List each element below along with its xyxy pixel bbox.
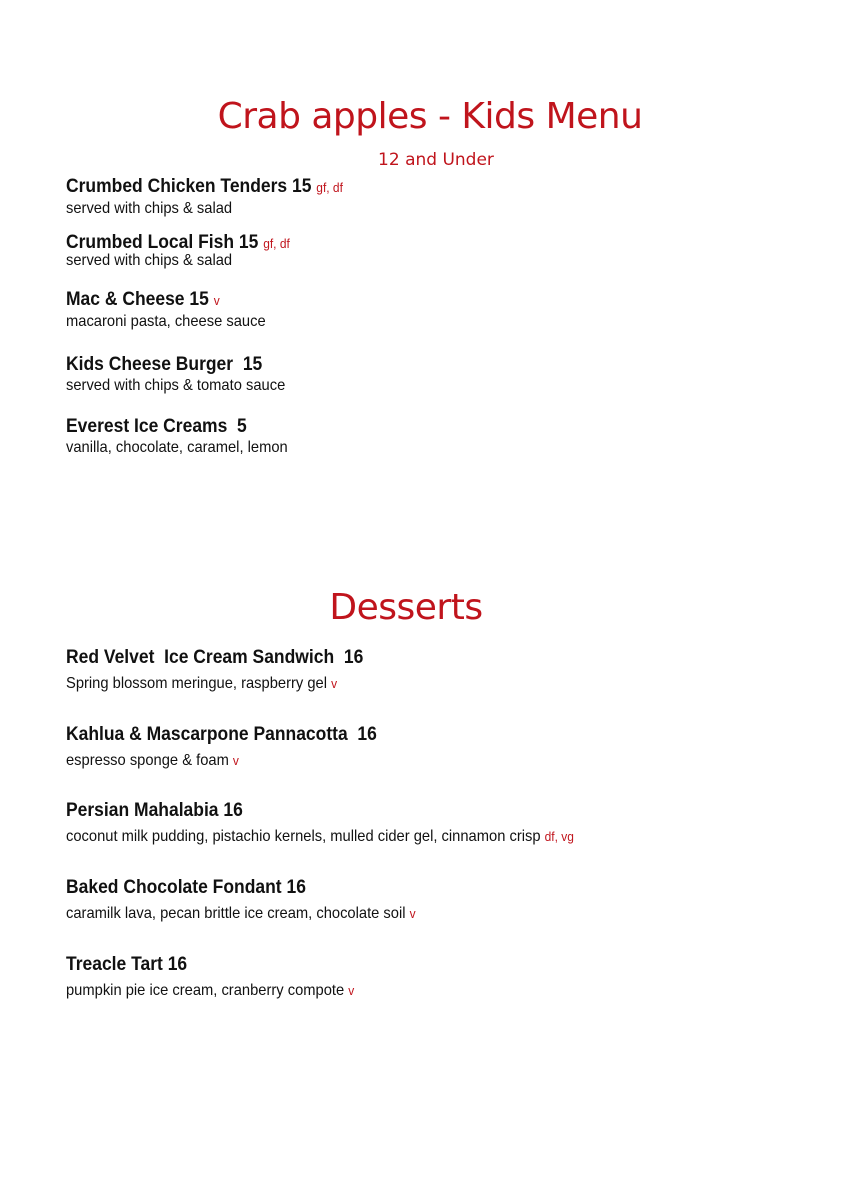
item-description: Spring blossom meringue, raspberry gel	[66, 675, 327, 692]
item-title-line	[66, 647, 747, 669]
item-name: Persian Mahalabia	[66, 800, 219, 821]
item-name: Crumbed Local Fish	[66, 232, 235, 253]
dessert-item	[66, 877, 806, 924]
item-price: 16	[223, 800, 243, 821]
dessert-item	[66, 954, 806, 1001]
item-name: Kahlua & Mascarpone Pannacotta	[66, 724, 353, 745]
item-name: Kids Cheese Burger	[66, 354, 238, 375]
kids-menu-item	[66, 416, 806, 458]
dessert-item	[66, 800, 806, 847]
dietary-tags: v	[331, 676, 338, 691]
item-description: caramilk lava, pecan brittle ice cream, chocolate soil	[66, 905, 406, 922]
item-description: served with chips & tomato sauce	[66, 377, 286, 394]
dietary-tags: v	[213, 293, 220, 308]
item-name: Crumbed Chicken Tenders	[66, 176, 288, 197]
kids-menu-item	[66, 289, 806, 332]
kids-menu-item	[66, 232, 806, 271]
item-title-line	[66, 354, 747, 376]
item-price: 16	[167, 954, 188, 975]
item-title-line	[66, 800, 747, 822]
item-price: 15	[238, 232, 259, 253]
dessert-item	[66, 724, 806, 771]
item-description: vanilla, chocolate, caramel, lemon	[66, 439, 288, 456]
item-description-line	[66, 827, 747, 847]
dessert-item	[66, 647, 806, 694]
kids-menu-item	[66, 176, 806, 219]
item-description-line	[66, 751, 747, 771]
item-name: Baked Chocolate Fondant	[66, 877, 282, 898]
kids-menu-item	[66, 354, 806, 396]
item-description: served with chips & salad	[66, 252, 233, 269]
item-description-line	[66, 904, 747, 924]
item-description-line	[66, 981, 747, 1001]
item-title-line	[66, 954, 747, 976]
item-name: Treacle Tart	[66, 954, 163, 975]
kids-menu-subtitle: 12 and Under	[378, 150, 494, 170]
item-description: coconut milk pudding, pistachio kernels, mulled cider gel, cinnamon crisp	[66, 828, 541, 845]
item-price: 15	[242, 354, 263, 375]
kids-menu-title: Crab apples - Kids Menu	[217, 96, 643, 137]
item-name: Everest Ice Creams	[66, 416, 233, 437]
dietary-tags: df, vg	[544, 829, 574, 844]
item-description: served with chips & salad	[66, 200, 233, 217]
item-price: 5	[237, 416, 247, 437]
item-description: macaroni pasta, cheese sauce	[66, 313, 266, 330]
dietary-tags: v	[232, 753, 239, 768]
dietary-tags: gf, df	[316, 180, 343, 195]
item-description: pumpkin pie ice cream, cranberry compote	[66, 982, 345, 999]
dietary-tags: v	[409, 906, 416, 921]
item-title-line	[66, 176, 747, 199]
dietary-tags: gf, df	[263, 236, 290, 251]
item-description-line	[66, 674, 747, 694]
item-price: 15	[189, 289, 209, 310]
item-title-line	[66, 289, 747, 312]
item-price: 16	[357, 724, 377, 745]
item-title-line	[66, 724, 747, 746]
desserts-title: Desserts	[329, 587, 483, 628]
item-price: 15	[292, 176, 312, 197]
item-name: Red Velvet Ice Cream Sandwich	[66, 647, 340, 668]
item-name: Mac & Cheese	[66, 289, 185, 310]
item-price: 16	[343, 647, 364, 668]
item-title-line	[66, 877, 747, 899]
item-description: espresso sponge & foam	[66, 752, 229, 769]
item-title-line	[66, 416, 747, 438]
item-price: 16	[286, 877, 306, 898]
dietary-tags: v	[348, 983, 355, 998]
